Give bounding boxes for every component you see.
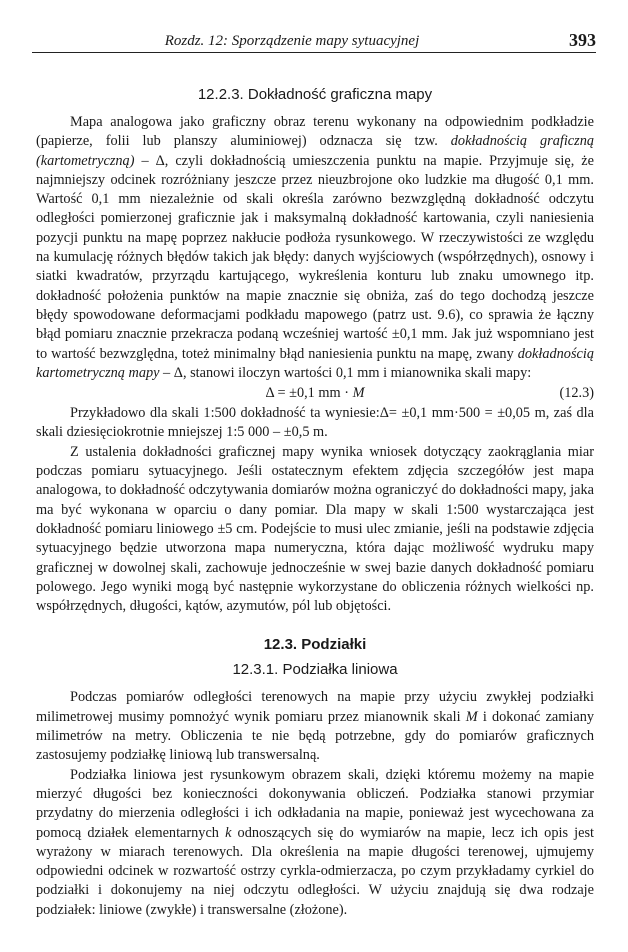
paragraph-linear-scale-definition: [36, 766, 594, 920]
page-number: 393: [569, 30, 596, 50]
text-run: Podziałka liniowa jest rysunkowym obrazem skali, dzięki któremu możemy na mapie mierzyć długości bez konieczności dokonywania obliczeń. Podziałka stanowi przymiar przydatny do mierzenia odległości i ich odkładania na mapie, ponieważ jest wycechowana za pomocą działek elementarnych: [36, 766, 594, 841]
section-heading-12-2-3: 12.2.3. Dokładność graficzna mapy: [197, 86, 433, 103]
variable-m: M: [465, 708, 478, 725]
paragraph-example: Przykładowo dla skali 1:500 dokładność ta wyniesie:Δ= ±0,1 mm·500 = ±0,05 m, zaś dla skali dziesięciokrotnie mniejszej 1:5 000 – ±0,5 m.: [36, 405, 594, 441]
text-run: – Δ, czyli dokładnością umieszczenia punktu na mapie. Przyjmuje się, że najmniejszy odcinek rozróżniany jeszcze przez nieuzbrojone oko ludzkie ma długość 0,1 mm. Wartość 0,1 mm niezależnie od skali określa zarówno bezwzględną dokładność odczytu odległości pomierzonej graficznie jak i maksymalną dokładność kartowania, czyli naniesienia pozycji punktu na mapę poprzez nakłucie podłoża rysunkowego. W rzeczywistości ze względu na kumulację różnych błędów takich jak błędy: danych wyjściowych (współrzędnych), osnowy i siatki kwadratów, przyrządu kartującego, wykreślenia konturu lub znaku umownego itp. dokładność położenia punktów na mapie znacznie się obniża, zaś do tego dochodzą jeszcze błędy spowodowane deformacjami podkładu mapowego (patrz ust. 9.6), co sprawia że łączny błąd pomiaru znacznie przekracza podaną wcześniej wartość ±0,1 mm. Jak już wspomniano jest to wartość bezwzględna, toteż minimalny błąd naniesienia punktu na mapę, zwany: [36, 152, 594, 362]
text-run: Podczas pomiarów odległości terenowych na mapie przy użyciu zwykłej podziałki milimetrowej musimy pomnożyć wynik pomiaru przez mianownik skali: [36, 689, 594, 725]
text-run: – Δ, stanowi iloczyn wartości 0,1 mm i mianownika skali mapy:: [159, 364, 532, 381]
text-run: odnoszących się do wymiarów na mapie, lecz ich opis jest wyrażony w miarach terenowych. Dla określenia na mapie długości terenowej, ujmujemy odpowiedni odcinek w rozwartość ostrzy cyrkla-odmierzacza, po czym przykładamy cyrkiel do podziałki i dokonujemy na niej odczytu odległości. W użyciu znajdują się dwa rodzaje podziałek: liniowe (zwykłe) i transwersalne (złożone).: [36, 824, 594, 918]
page-body: [36, 86, 594, 920]
running-title: Rozdz. 12: Sporządzenie mapy sytuacyjnej: [164, 33, 420, 49]
section-heading-12-3-1: 12.3.1. Podziałka liniowa: [232, 661, 398, 679]
paragraph-linear-scale-intro: [36, 688, 594, 765]
term-cartometric-accuracy: dokładnością kartometryczną mapy: [36, 345, 594, 381]
formula-number: (12.3): [559, 385, 594, 402]
formula-expression: [36, 383, 594, 404]
text-run: Mapa analogowa jako graficzny obraz terenu wykonany na odpowiednim podkładzie (papierze, folii lub planszy aluminiowej) odznacza się tzw.: [36, 114, 594, 150]
paragraph-rounding: Z ustalenia dokładności graficznej mapy wynika wniosek dotyczący zaokrąglania miar podczas pomiaru sytuacyjnego. Jeśli ostatecznym efektem zdjęcia szczegółów jest mapa analogowa, to dokładność odczytywania domiarów można ograniczyć do dokładności mapy, jaka ma być wykonana w oparciu o dany pomiar. Dla mapy w skali 1:500 wystarczająca jest dokładność pomiaru liniowego ±5 cm. Podejście to musi ulec zmianie, jeśli na podstawie zdjęcia sytuacyjnego będzie utworzona mapa numeryczna, która dając możliwość wydruku mapy graficznej w dowolnej skali, zachowuje jednocześnie w swej bazie danych dokładność pomiaru polowego. Jego wyniki mogą być następnie wykorzystane do obliczenia różnych wielkości np. współrzędnych, długości, kątów, azymutów, pól lub objętości.: [36, 443, 594, 615]
paragraph-graphic-accuracy: [36, 113, 594, 383]
formula-left: Δ = ±0,1 mm ·: [265, 385, 353, 402]
running-header: [32, 30, 596, 53]
chapter-heading-12-3: 12.3. Podziałki: [263, 636, 367, 654]
text-run: i dokonać zamiany milimetrów na metry. Obliczenia te nie będą potrzebne, gdy do pomiarów graficznych zastosujemy podziałkę liniową lub transwersalną.: [36, 708, 594, 764]
term-graphic-accuracy: dokładnością graficzną (kartometryczną): [36, 133, 594, 169]
formula-12-3: [36, 383, 594, 404]
variable-k: k: [225, 824, 232, 841]
formula-variable: M: [352, 385, 365, 402]
